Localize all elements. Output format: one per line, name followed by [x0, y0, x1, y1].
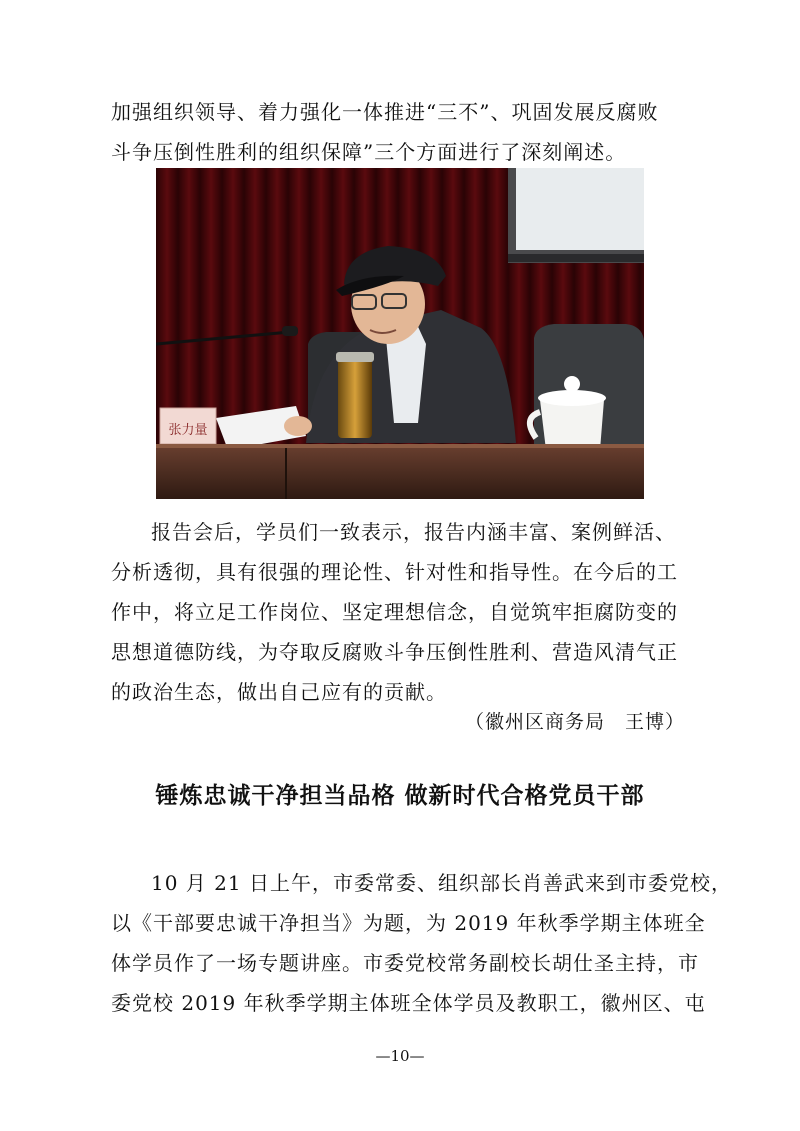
text-line: 体学员作了一场专题讲座。市委党校常务副校长胡仕圣主持，市 [111, 951, 699, 975]
glass-jar [336, 352, 374, 438]
text-line: 的政治生态，做出自己应有的贡献。 [111, 680, 447, 704]
byline: （徽州区商务局 王博） [464, 711, 685, 733]
text-line: 委党校 2019 年秋季学期主体班全体学员及教职工，徽州区、屯 [111, 991, 706, 1015]
text-line: 以《干部要忠诚干净担当》为题，为 2019 年秋季学期主体班全 [111, 911, 706, 935]
page-number: —10— [375, 1047, 425, 1065]
text-line: 10 月 21 日上午，市委常委、组织部长肖善武来到市委党校， [151, 871, 732, 895]
text-line: 思想道德防线，为夺取反腐败斗争压倒性胜利、营造风清气正 [111, 640, 678, 664]
text-line: 报告会后，学员们一致表示，报告内涵丰富、案例鲜活、 [151, 520, 676, 544]
text-line: 分析透彻，具有很强的理论性、针对性和指导性。在今后的工 [111, 560, 678, 584]
nameplate-label: 张力量 [168, 423, 208, 438]
feedback-paragraph [111, 512, 691, 712]
text-line: 作中，将立足工作岗位、坚定理想信念，自觉筑牢拒腐防变的 [111, 600, 678, 624]
nameplate [160, 408, 216, 444]
article-paragraph [111, 863, 732, 1023]
intro-paragraph [111, 92, 691, 172]
speaker-photo [156, 168, 644, 499]
projection-screen [508, 168, 644, 263]
text-line: 加强组织领导、着力强化一体推进“三不”、巩固发展反腐败 [111, 100, 659, 124]
desk [156, 444, 644, 499]
article-title: 锤炼忠诚干净担当品格 做新时代合格党员干部 [155, 782, 645, 809]
text-line: 斗争压倒性胜利的组织保障”三个方面进行了深刻阐述。 [111, 140, 627, 164]
